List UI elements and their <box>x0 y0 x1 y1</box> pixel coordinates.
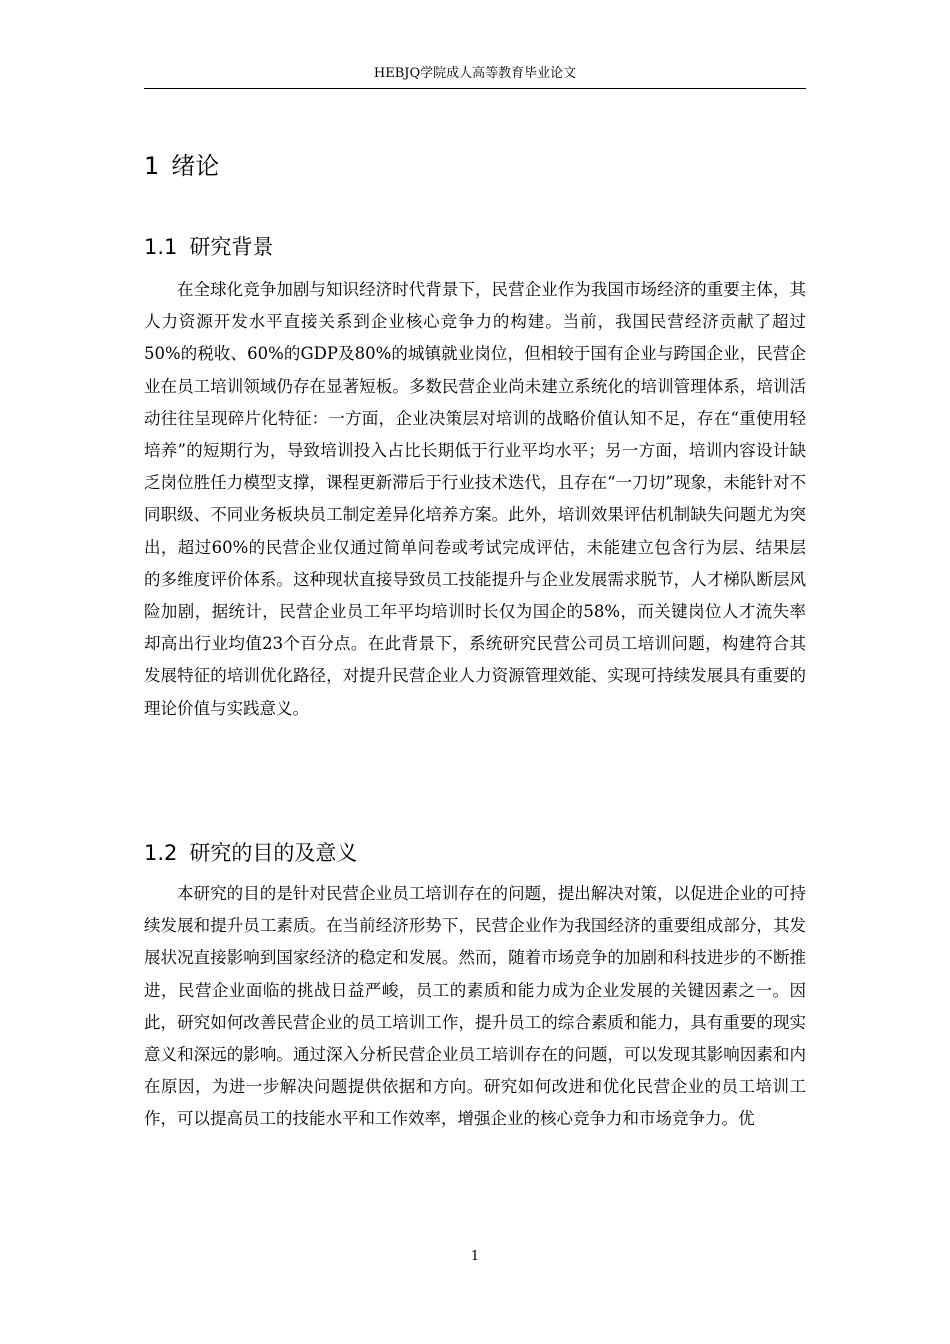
page-header <box>144 64 806 89</box>
page-number: 1 <box>470 1249 480 1264</box>
chapter-title-text: 绪论 <box>171 152 220 180</box>
chapter-number: 1 <box>144 152 160 180</box>
section-title-research-purpose <box>144 838 357 868</box>
header-text: HEBJQ学院成人高等教育毕业论文 <box>373 66 577 81</box>
section-number: 1.2 <box>144 841 178 865</box>
section-title-text: 研究背景 <box>189 235 274 259</box>
body-paragraph-research-background: 在全球化竞争加剧与知识经济时代背景下，民营企业作为我国市场经济的重要主体，其人力资源开发水平直接关系到企业核心竞争力的构建。当前，我国民营经济贡献了超过50%的税收、60%的GDP及80%的城镇就业岗位，但相较于国有企业与跨国企业，民营企业在员工培训领域仍存在显著短板。多数民营企业尚未建立系统化的培训管理体系，培训活动往往呈现碎片化特征：一方面，企业决策层对培训的战略价值认知不足，存在“重使用轻培养”的短期行为，导致培训投入占比长期低于行业平均水平；另一方面，培训内容设计缺乏岗位胜任力模型支撑，课程更新滞后于行业技术迭代，且存在“一刀切”现象，未能针对不同职级、不同业务板块员工制定差异化培养方案。此外，培训效果评估机制缺失问题尤为突出，超过60%的民营企业仅通过简单问卷或考试完成评估，未能建立包含行为层、结果层的多维度评价体系。这种现状直接导致员工技能提升与企业发展需求脱节，人才梯队断层风险加剧，据统计，民营企业员工年平均培训时长仅为国企的58%，而关键岗位人才流失率却高出行业均值23个百分点。在此背景下，系统研究民营公司员工培训问题，构建符合其发展特征的培训优化路径，对提升民营企业人力资源管理效能、实现可持续发展具有重要的理论价值与实践意义。 <box>144 280 806 718</box>
body-paragraph-research-purpose: 本研究的目的是针对民营企业员工培训存在的问题，提出解决对策，以促进企业的可持续发展和提升员工素质。在当前经济形势下，民营企业作为我国经济的重要组成部分，其发展状况直接影响到国家经济的稳定和发展。然而，随着市场竞争的加剧和科技进步的不断推进，民营企业面临的挑战日益严峻，员工的素质和能力成为企业发展的关键因素之一。因此，研究如何改善民营企业的员工培训工作，提升员工的综合素质和能力，具有重要的现实意义和深远的影响。通过深入分析民营企业员工培训存在的问题，可以发现其影响因素和内在原因，为进一步解决问题提供依据和方向。研究如何改进和优化民营企业的员工培训工作，可以提高员工的技能水平和工作效率，增强企业的核心竞争力和市场竞争力。优 <box>144 884 806 1129</box>
section-title-research-background <box>144 232 273 262</box>
chapter-title <box>144 150 219 182</box>
section-title-text: 研究的目的及意义 <box>189 841 358 865</box>
section-number: 1.1 <box>144 235 178 259</box>
